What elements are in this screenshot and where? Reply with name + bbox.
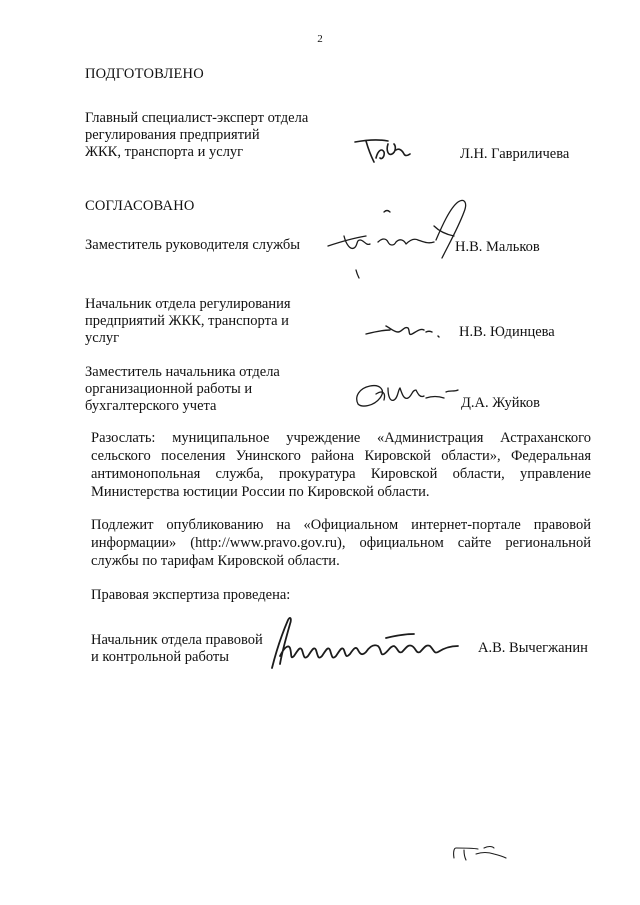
agreed-signer-role-line: Заместитель руководителя службы bbox=[85, 237, 301, 253]
legal-review-role-line: и контрольной работы bbox=[91, 649, 229, 665]
agreed-signer-role-line: Начальник отдела регулирования bbox=[85, 296, 291, 312]
prepared-role-line: Главный специалист-эксперт отдела bbox=[85, 110, 309, 126]
agreed-signer-3-signature bbox=[350, 380, 462, 416]
legal-review-note: Правовая экспертиза проведена: bbox=[91, 587, 291, 603]
agreed-signer-3-role bbox=[85, 364, 335, 415]
agreed-heading: СОГЛАСОВАНО bbox=[85, 198, 195, 214]
publication-note: Подлежит опубликованию на «Официальном интернет-портале правовой информации» (http://www.pravo.gov.ru), официальном сайте региональной службы по тарифам Кировской области. bbox=[91, 517, 591, 569]
agreed-signer-role-line: предприятий ЖКК, транспорта и bbox=[85, 313, 289, 329]
prepared-role-line: регулирования предприятий bbox=[85, 127, 260, 143]
agreed-signer-role-line: организационной работы и bbox=[85, 381, 253, 397]
agreed-signer-role-line: услуг bbox=[85, 330, 120, 346]
legal-review-signature bbox=[266, 612, 464, 674]
agreed-signer-1-signature bbox=[326, 196, 474, 282]
prepared-signature bbox=[352, 136, 412, 168]
agreed-signer-1-role bbox=[85, 237, 325, 254]
prepared-heading: ПОДГОТОВЛЕНО bbox=[85, 66, 204, 82]
agreed-signer-3-name: Д.А. Жуйков bbox=[461, 395, 540, 411]
agreed-signer-1-name: Н.В. Мальков bbox=[455, 239, 540, 255]
prepared-role-line: ЖКК, транспорта и услуг bbox=[85, 144, 244, 160]
prepared-signer-name: Л.Н. Гавриличева bbox=[460, 146, 570, 162]
agreed-signer-role-line: бухгалтерского учета bbox=[85, 398, 217, 414]
agreed-signer-2-role bbox=[85, 296, 335, 347]
legal-review-signer-name: А.В. Вычегжанин bbox=[478, 640, 588, 656]
legal-review-role bbox=[91, 632, 291, 666]
prepared-role bbox=[85, 110, 335, 161]
agreed-signer-2-signature bbox=[364, 318, 442, 344]
initials-mark bbox=[448, 836, 510, 864]
agreed-signer-role-line: Заместитель начальника отдела bbox=[85, 364, 280, 380]
agreed-signer-2-name: Н.В. Юдинцева bbox=[459, 324, 555, 340]
page-number: 2 bbox=[317, 33, 323, 45]
legal-review-role-line: Начальник отдела правовой bbox=[91, 632, 263, 648]
distribution-list: Разослать: муниципальное учреждение «Администрация Астраханского сельского поселения Унинского района Кировской области», Федеральная антимонопольная служба, прокуратура Кировской области, управление Министерства юстиции России по Кировской области. bbox=[91, 430, 591, 500]
